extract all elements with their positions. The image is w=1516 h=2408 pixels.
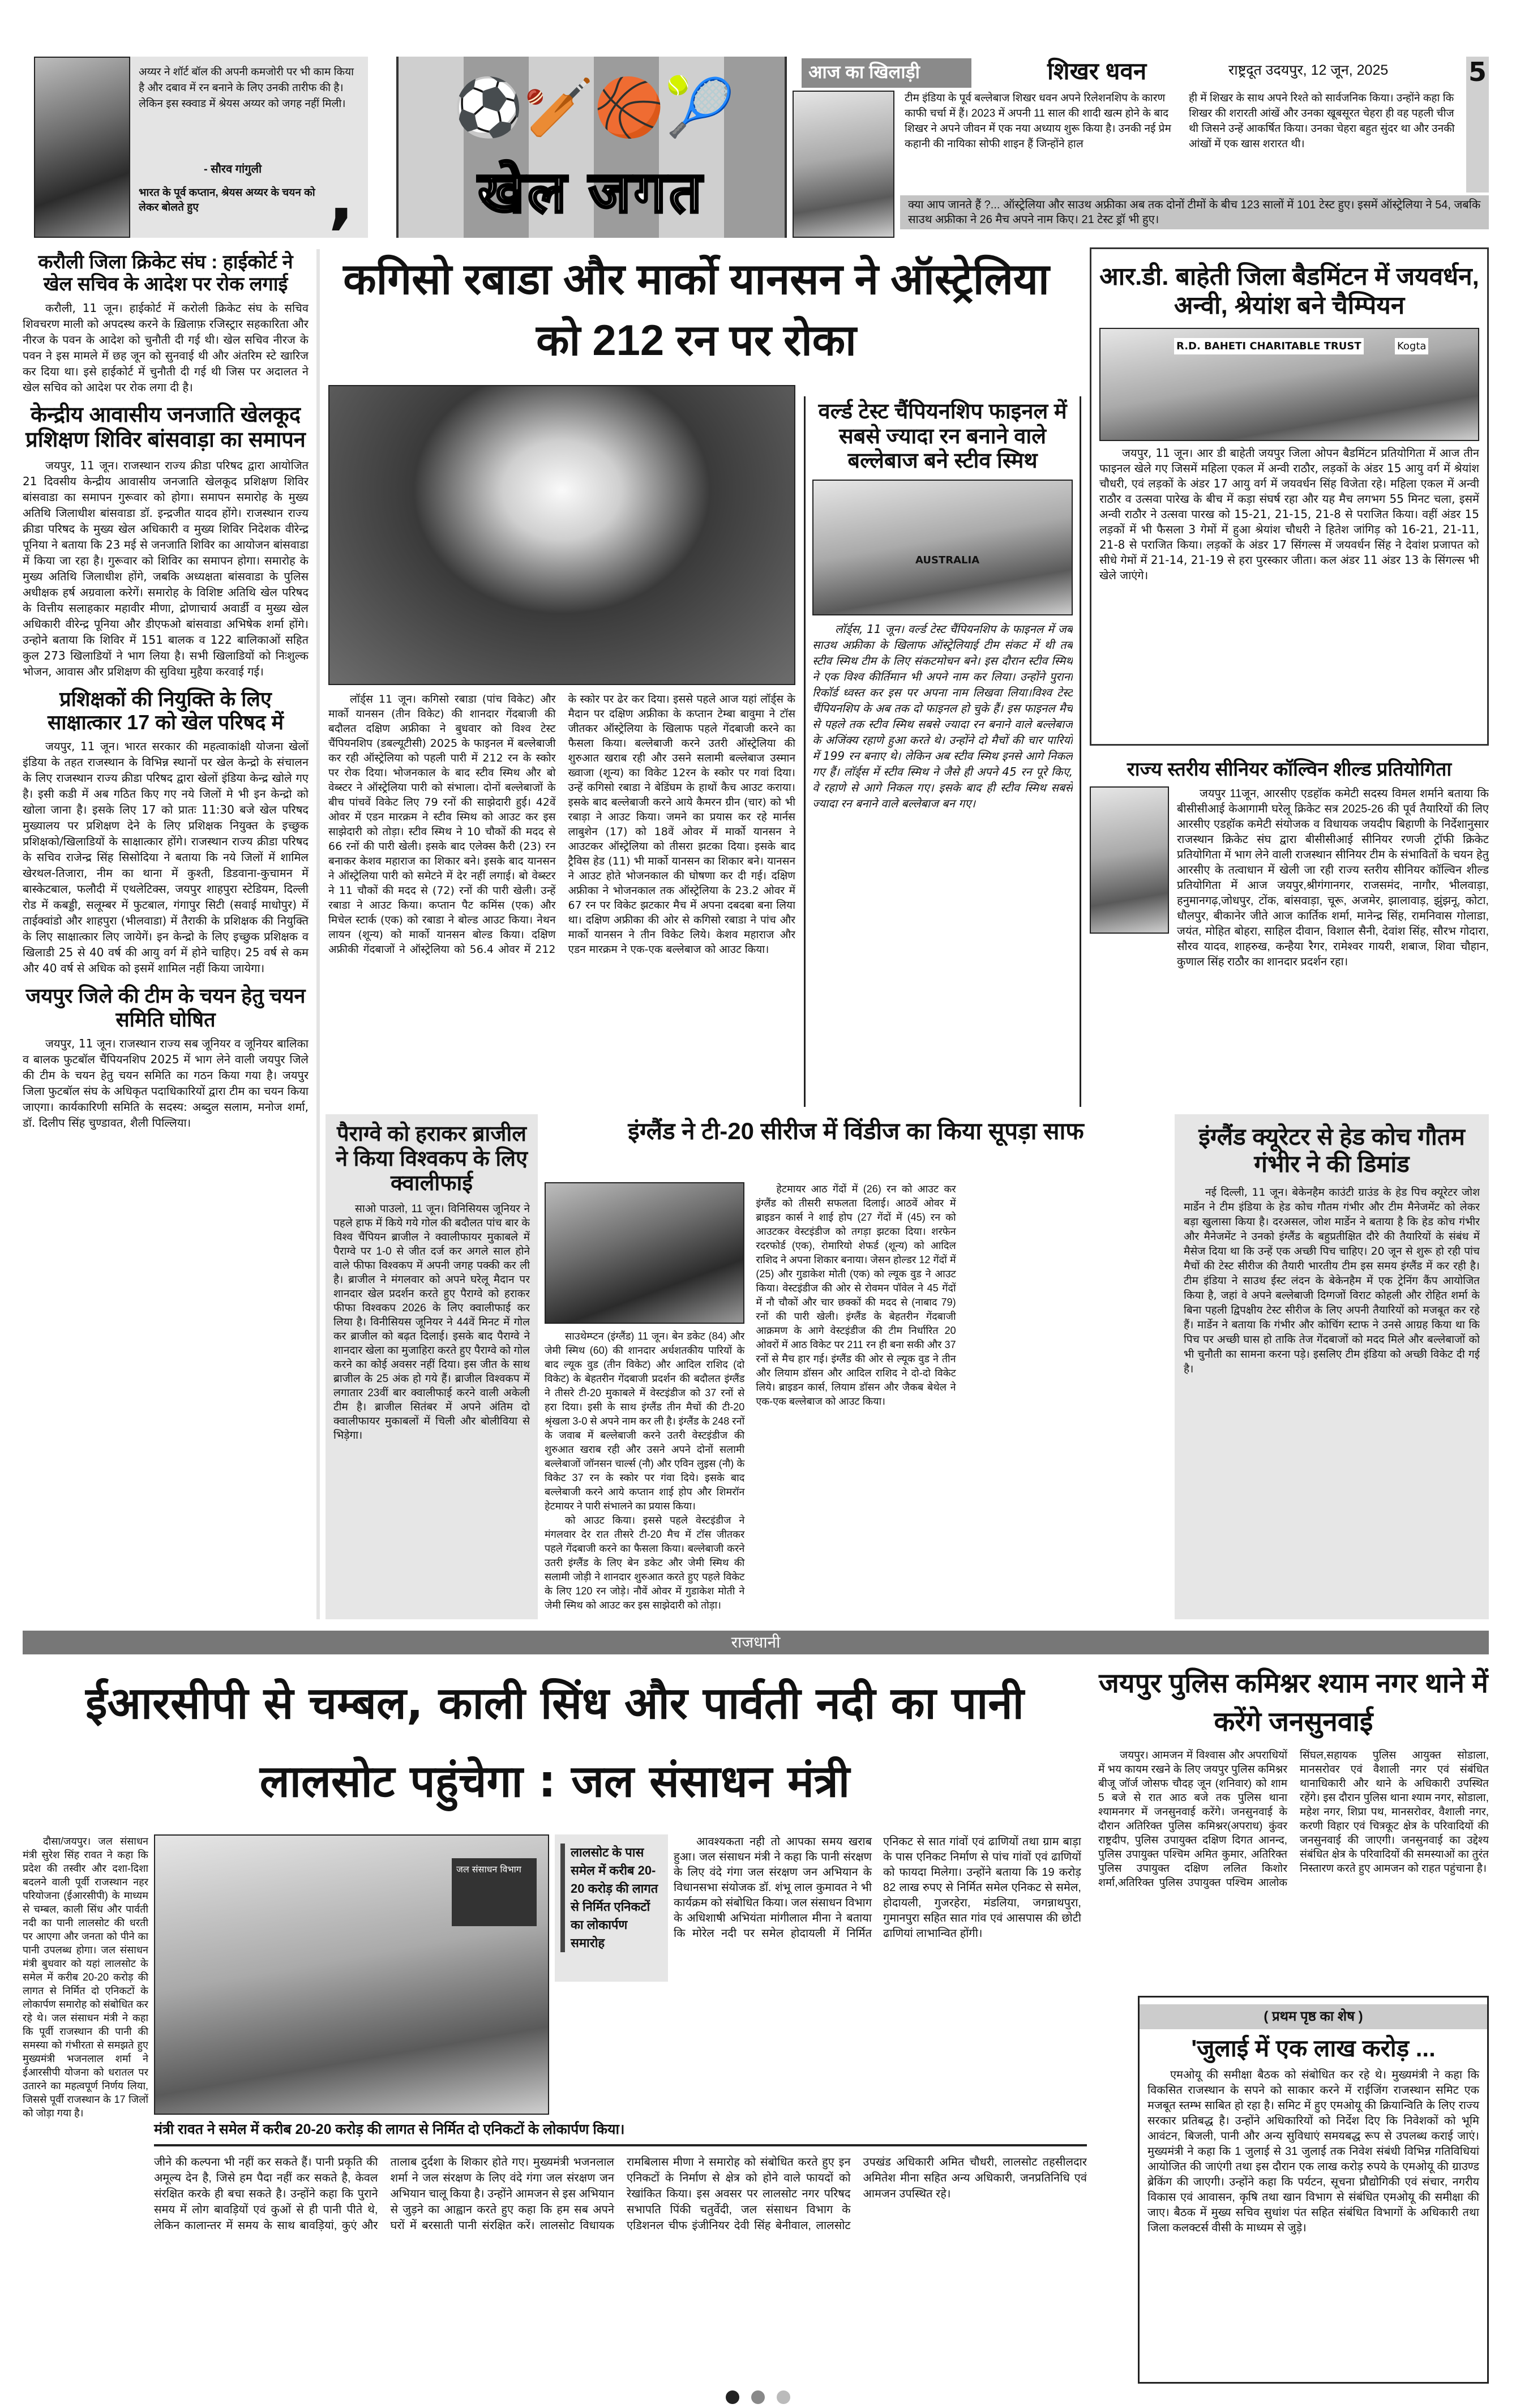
rabada-photo: [328, 385, 795, 685]
article-body: साउथेम्प्टन (इंग्लैंड) 11 जून। बेन डकेट (84) और जेमी स्मिथ (60) की शानदार अर्धशतकीय पारियों के बाद ल्यूक वुड (तीन विकेट) और आदिल राशिद (दो विकेट) के बेहतरीन गेंदबाजी प्रदर्शन की बदौलत इंग्लैंड ने तीसरे टी-20 मुकाबले में वेस्टइंडीज को 37 रनों से हरा दिया। इसी के साथ इंग्लैंड तीन मैचों की टी-20 श्रृंखला 3-0 से अपने नाम कर ली है। इंग्लैंड के 248 रनों के जवाब में बल्लेबाजी करने उतरी वेस्टइंडीज की शुरुआत खराब रही और उसने अपने दोनों सलामी बल्लेबाजों जॉनसन चार्ल्स (नौ) और एविन लुइस (नौ) के विकेट 37 रन के स्कोर पर गंवा दिये। इसके बाद बल्लेबाजी करने आये कप्तान शाई होप और शिमरॉन हेटमायर ने पारी संभालने का प्रयास किया।: [545, 1331, 745, 1512]
article-body: जयपुर। आमजन में विश्वास और अपराधियों में भय कायम रखने के लिए जयपुर पुलिस कमिश्नर बीजू जॉर्ज जोसफ चौदह जून (शनिवार) को शाम 5 बजे से रात आठ बजे तक पुलिस थाना श्यामनगर में जनसुनवाई करेंगे। जनसुनवाई के दौरान अतिरिक्त पुलिस कमिश्नर(अपराध) कुंवर राष्ट्रदीप, पुलिस उपायुक्त दक्षिण दिगत आनन्द, पुलिस उपायुक्त पश्चिम अमित कुमार, अतिरिक्त पुलिस उपायुक्त दक्षिण ललित किशोर शर्मा,अतिरिक्त पुलिस उपायुक्त पश्चिम आलोक सिंघल,सहायक पुलिस आयुक्त सोडाला, मानसरोवर एवं वैशाली नगर एवं संबंधित थानाधिकारी और थाने के अधिकारी उपस्थित रहेंगे। इस दौरान पुलिस थाना श्याम नगर, सोडाला, महेश नगर, शिप्रा पथ, मानसरोवर, वैशाली नगर, करणी विहार एवं चित्रकूट क्षेत्र के परिवादियों की जनसुनवाई की जाएगी। जनसुनवाई का उद्देश्य संबंधित क्षेत्र के परिवादियों की समस्याओं का तुरंत निस्तारण करते हुए आमजन को राहत पहुंचाना है।: [1098, 1750, 1489, 1889]
player-text-1: टीम इंडिया के पूर्व बल्लेबाज शिखर धवन अपने रिलेशनशिप के कारण काफी चर्चा में हैं। 2023 में अपनी 11 साल की शादी खत्म होने के बाद शिखर ने अपने जीवन में एक नया अध्याय शुरू किया है। उनकी नई प्रेम कहानी की नायिका सोफी शाइन हैं जिन्होंने हाल: [905, 92, 1171, 150]
article-headline: जयपुर पुलिस कमिश्नर श्याम नगर थाने में करेंगे जनसुनवाई: [1099, 1669, 1488, 1737]
article-body: करौली, 11 जून। हाईकोर्ट में करोली क्रिकेट संघ के सचिव शिवचरण माली को अपदस्थ करने के ख़िलाफ़ रजिस्ट्रार सहकारिता और नीरज के पवन के आदेश को चुनौती दी गई थी। खेल सचिव नीरज के पवन ने इस मामले में छह जून को सुनवाई थी और अंतरिम स्टे खारिज कर दिया था। इसे हाईकोर्ट में चुनौती दी गई थी जिस पर अदालत ने खेल सचिव को आदेश पर रोक लगा दी है।: [23, 301, 309, 395]
article-headline: इंग्लैंड क्यूरेटर से हेड कोच गौतम गंभीर ने की डिमांड: [1198, 1123, 1465, 1178]
did-you-know-box: क्या आप जानते हैं ?... ऑस्ट्रेलिया और साउथ अफ्रीका अब तक दोनों टीमों के बीच 123 सालों में 101 टेस्ट हुए। इसमें ऑस्ट्रेलिया ने 54, जबकि साउथ अफ्रीका ने 26 मैच अपने नाम किए। 21 टेस्ट ड्रॉ भी हुए।: [900, 195, 1489, 229]
player-text-2: ही में शिखर के साथ अपने रिश्ते को सार्वजनिक किया। उन्होंने कहा कि शिखर की शरारती आंखें और उनका खूबसूरत चेहरा ही वह पहली चीज थी जिसने उन्हें आकर्षित किया। उनका चेहरा बहुत सुंदर था और उनकी आंखों में एक खास शरारत थी।: [1189, 92, 1455, 150]
england-story: [545, 1114, 1167, 1619]
section-bar: राजधानी: [23, 1631, 1489, 1654]
smith-story: [804, 396, 1081, 1107]
section-logo-panel: [396, 57, 787, 238]
ercp-headline: ईआरसीपी से चम्बल, काली सिंध और पार्वती नदी का पानी लालसोट पहुंचेगा : जल संसाधन मंत्री: [85, 1678, 1024, 1807]
ercp-bottom-text: जीने की कल्पना भी नहीं कर सकते हैं। पानी प्रकृति की अमूल्य देन है, जिसे हम पैदा नहीं कर सकते है, केवल संरक्षित करके ही बचा सकते है। उन्होंने कहा कि पुराने समय में लोग बावड़ियों एवं कुओं से ही पानी पीते थे, लेकिन कालान्तर में समय के साथ बावड़ियां, कुएं और तालाब दुर्दशा के शिकार होते गए। मुख्यमंत्री भजनलाल शर्मा ने जल संरक्षण के लिए वंदे गंगा जल संरक्षण जन अभियान चालू किया है। उन्होंने आमजन से इस अभियान से जुड़ने का आह्वान करते हुए कहा कि हम सब अपने घरों में बरसाती पानी संरक्षित करें। लालसोट विधायक रामबिलास मीणा ने समारोह को संबोधित करते हुए इन एनिकटों के निर्माण से क्षेत्र को होने वाले फायदों को रेखांकित किया। इस अवसर पर लालसोट नगर परिषद सभापति पिंकी चतुर्वेदी, जल संसाधन विभाग के एडिशनल चीफ इंजीनियर देवी सिंह बेनीवाल, लालसोट उपखंड अधिकारी अमित चौधरी, लालसोट तहसीलदार अमितेश मीना सहित अन्य अधिकारी, जनप्रतिनिधि एवं आमजन उपस्थित रहे।: [154, 2156, 1087, 2232]
sponsor-text: Kogta: [1395, 338, 1428, 354]
article-headline: इंग्लैंड ने टी-20 सीरीज में विंडीज का किया सूपड़ा साफ: [628, 1118, 1084, 1144]
banner-text: R.D. BAHETI CHARITABLE TRUST: [1174, 338, 1364, 354]
article-body: जयपुर 11जून, आरसीए एडहॉक कमेटी सदस्य विमल शर्माने बताया कि बीसीसीआई केआगामी घरेलू क्रिकेट सत्र 2025-26 की पूर्व तैयारियों की लिए आरसीए एडहॉक कमेटी संयोजक व विधायक जयदीप बिहाणी के निर्देशानुसार राजस्थान क्रिकेट संघ द्वारा बीसीसीआई सीनियर रणजी ट्रॉफी क्रिकेट प्रतियोगिता में भाग लेने वाली राजस्थान सीनियर टीम के संभावितों के चयन हेतु आरसीए के तत्वाधान में खेली जा रही राज्य स्तरीय सीनियर कॉल्विन शील्ड प्रतियोगिता में आज जयपुर,श्रीगंगानगर, राजसमंद, नागौर, भीलवाड़ा, हनुमानगढ़,जोधपुर, टोंक, बांसवाड़ा, चूरू, अजमेर, झालावाड़, झुंझनू, कोटा, धौलपुर, बीकानेर जीते आज कार्तिक शर्मा, मानेन्द्र सिंह, रामनिवास गोलाडा, जयंत, मोहित बोहरा, साहिल दीवान, विशाल सैनी, देवांश सिंह, सौरभ गोदारा, सौरव यादव, शाहरुख, कन्हैया रैगर, रामेश्वर गायरी, शबाज, शिवा चौहान, कुणाल सिंह राठौर का शानदार प्रदर्शन रहा।: [1177, 788, 1489, 969]
left-column: [23, 249, 320, 1619]
article-headline: जयपुर जिले की टीम के चयन हेतु चयन समिति घोषित: [25, 984, 306, 1031]
ercp-right-text: आवश्यकता नही तो आपका समय खराब हुआ। जल संसाधन मंत्री ने कहा कि पानी संरक्षण के लिए वंदे गंगा जल संरक्षण जन अभियान के विधानसभा संयोजक डॉ. शंभू लाल कुमावत ने भी कार्यक्रम को संबोधित किया। जल संसाधन विभाग के अधिशाषी अभियंता मांगीलाल मीना ने बताया कि मोरेल नदी पर समेल होदायली में निर्मित एनिकट से सात गांवों एवं ढाणियों तथा ग्राम बाड़ा के पास एनिकट निर्माण से पांच गांवों एवं ढाणियों को फायदा मिलेगा। उन्होंने बताया कि 19 करोड़ 82 लाख रुपए से निर्मित समेल एनिकट से समेल, होदायली, गुजरहेरा, मंडलिया, जगन्नाथपुरा, गुमानपुरा सहित सात गांव एवं आसपास की छोटी ढाणियां लाभान्वित होंगी।: [674, 1836, 1081, 1940]
badminton-story: [1090, 247, 1489, 746]
aaj-ka-khiladi-badge: आज का खिलाड़ी: [802, 58, 971, 88]
article-body: जयपुर, 11 जून। राजस्थान राज्य सब जूनियर व जूनियर बालिका व बालक फुटबॉल चैंपियनशिप 2025 में भाग लेने वाली जयपुर जिले की टीम के चयन हेतु चयन समिति का गठन किया गया है। जयपुर जिला फुटबॉल संघ के अधिकृत पदाधिकारियों द्वारा टीम का चयन किया जाएगा। कार्यकारिणी समिति के सदस्य: अब्दुल सलाम, मनोज शर्मा, डॉ. दिलीप सिंह चुण्डावत, शैली पिल्लिया।: [23, 1037, 309, 1130]
quote-text: अय्यर ने शॉर्ट बॉल की अपनी कमजोरी पर भी काम किया है और दबाव में रन बनाने के लिए उनकी तारीफ की है। लेकिन इस स्क्वाड में श्रेयस अय्यर को जगह नहीं मिली।: [139, 66, 354, 110]
continued-box: [1138, 1996, 1489, 2384]
quote-context: भारत के पूर्व कप्तान, श्रेयस अय्यर के चयन को लेकर बोलते हुए: [139, 187, 315, 213]
colvin-story: [1090, 753, 1489, 1107]
article-headline: राज्य स्तरीय सीनियर कॉल्विन शील्ड प्रतियोगिता: [1127, 759, 1452, 780]
main-story-body: लॉर्ड्स 11 जून। कगिसो रबाडा (पांच विकेट) और मार्को यानसन (तीन विकेट) की शानदार गेंदबाजी की बदौलत दक्षिण अफ्रीका ने बुधवार को विश्व टेस्ट चैंपियनशिप (डबल्यूटीसी) 2025 के फाइनल में बल्लेबाजी कर रही ऑस्ट्रेलिया को पहली पारी में 212 रन के स्कोर पर रोक दिया। भोजनकाल के बाद स्टीव स्मिथ और बो वेब्स्टर ने ऑस्ट्रेलिया पारी को संभाला। दोनों बल्लेबाजों के बीच पांचवें विकेट लिए 79 रनों की साझेदारी हुई। 42वें ओवर में एडन मारक्रम ने स्टीव स्मिथ को आउट कर इस साझेदारी को तोड़ा। स्टीव स्मिथ ने 10 चौकों की मदद से 66 रनों की पारी खेली। इसके बाद एलेक्स कैरी (23) रन बनाकर केशव महाराज का शिकार बने। इसके बाद यानसन ने ऑस्ट्रेलिया पारी को समेटने में देर नहीं लगाई। बो वेब्स्टर ने 11 चौकों की मदद से (72) रनों की पारी खेली। उन्हें रबाडा ने आउट किया। कप्तान पैट कमिंस (एक) और मिचेल स्टार्क (एक) को रबाडा ने बोल्ड आउट किया। नेथन लायन (शून्य) को मार्को यानसन बोल्ड किया। दक्षिण अफ्रीकी गेंदबाजों ने ऑस्ट्रेलिया को 56.4 ओवर में 212 के स्कोर पर ढेर कर दिया। इससे पहले आज यहां लॉर्ड्स के मैदान पर दक्षिण अफ्रीका के कप्तान टेम्बा बावुमा ने टॉस जीतकर ऑस्ट्रेलिया के खिलाफ पहले गेंदबाजी करने का फैसला किया। बल्लेबाजी करने उतरी ऑस्ट्रेलिया की शुरुआत खराब रही और उसने सलामी बल्लेबाज उस्मान ख्वाजा (शून्य) का विकेट 12रन के स्कोर पर गवां दिया। उन्हें कगिसो रबाडा ने बेडिंघम के हाथों कैच आउट कराया। इसके बाद बल्लेबाजी करने आये कैमरन ग्रीन (चार) को भी रबाड़ा ने आउट किया। जमने का प्रयास कर रहे मार्नस लाबुशेन (17) को 18वें ओवर में मार्को यानसन ने आउटकर ऑस्ट्रेलिया को तीसरा झटका दिया। इसके बाद ट्रैविस हेड (11) भी मार्को यानसन का शिकार बने। यानसन ने आउट होते भोजनकाल की घोषणा कर दी गई। दक्षिण अफ्रीका ने भोजनकाल तक ऑस्ट्रेलिया के 23.2 ओवर में 67 रन पर विकेट झटकार मैच में अपना दबदबा बना लिया था। दक्षिण अफ्रीका की ओर से कगिसो रबाडा ने पांच और मार्को यानसन ने तीन विकेट लिये। केशव महाराज और एडन मारक्रम ने एक-एक बल्लेबाज को आउट किया।: [328, 693, 795, 956]
print-mark-icon: [751, 2390, 765, 2404]
article-headline: 'जुलाई में एक लाख करोड़ ...: [1191, 2035, 1436, 2061]
continued-label: ( प्रथम पृष्ठ का शेष ): [1140, 2004, 1487, 2029]
print-mark-icon: [726, 2390, 739, 2404]
article-headline: प्रशिक्षकों की नियुक्ति के लिए साक्षात्कार 17 को खेल परिषद में: [47, 687, 284, 734]
article-headline: केन्द्रीय आवासीय जनजाति खेलकूद प्रशिक्षण शिविर बांसवाड़ा का समापन: [25, 403, 306, 452]
registration-marks: [0, 2390, 1516, 2408]
photo-board-text: जल संसाधन विभाग: [452, 1858, 537, 1926]
jersey-text: AUSTRALIA: [915, 554, 980, 567]
article-body: लॉर्ड्स, 11 जून। वर्ल्ड टेस्ट चैंपियनशिप के फाइनल में जब साउथ अफ्रीका के खिलाफ ऑस्ट्रेलियाई टीम संकट में थी तब स्टीव स्मिथ टीम के लिए संकटमोचन बने। इस दौरान स्टीव स्मिथ ने एक विश्व कीर्तिमान भी अपने नाम कर लिया। उन्होंने पुराना रिकॉर्ड ध्वस्त कर इस पर अपना नाम लिखवा लिया।विश्व टेस्ट चैंपियनशिप के अब तक दो फाइनल हो चुके हैं। इस फाइनल मैच से पहले तक स्टीव स्मिथ सबसे ज्यादा रन बनाने वाले बल्लेबाज के अजिंक्य रहाणे हुआ करते थे। उन्होंने दो मैचों की चार पारियों में 199 रन बनाए थे। लेकिन अब स्टीव स्मिथ इनसे आगे निकल गए हैं। लॉर्ड्स में स्टीव स्मिथ ने जैसे ही अपने 45 रन पूरे किए, वे रहाणे से आगे निकल गए। इसके बाद ही स्टीव स्मिथ सबसे ज्यादा रन बनाने वाले बल्लेबाज बन गए।: [812, 622, 1073, 811]
inauguration-photo: [154, 1834, 549, 2115]
ercp-lead: दौसा/जयपुर। जल संसाधन मंत्री सुरेश सिंह रावत ने कहा कि प्रदेश की तस्वीर और दशा-दिशा बदलने वाली पूर्वी राजस्थान नहर परियोजना (ईआरसीपी) के माध्यम से चम्बल, काली सिंध और पार्वती नदी का पानी लालसोट की धरती पर आएगा और जनता को पीने का पानी उपलब्ध होगा। जल संसाधन मंत्री बुधवार को यहां लालसोट के समेल में करीब 20-20 करोड़ की लागत से निर्मित दो एनिकटों के लोकार्पण समारोह को संबोधित कर रहे थे। जल संसाधन मंत्री ने कहा कि पूर्वी राजस्थान की पानी की समस्या को गंभीरता से समझते हुए मुख्यमंत्री भजनलाल शर्मा ने ईआरसीपी योजना को धरातल पर उतारने का महत्वपूर्ण निर्णय लिया, जिससे पूर्वी राजस्थान के 17 जिलों को जोड़ा गया है।: [23, 1836, 148, 2119]
article-body: नई दिल्ली, 11 जून। बेकेनहैम काउंटी ग्राउंड के हेड पिच क्यूरेटर जोश मार्डेन ने टीम इंडिया के हेड कोच गौतम गंभीर और टीम मैनेजमेंट को लेकर बड़ा खुलासा किया है। दरअसल, जोश मार्डेन ने बताया है कि हेड कोच गंभीर और मैनेजमेंट ने उनको इंग्लैंड के बहुप्रतीक्षित दौरे की तैयारियों के संबंध में मैसेज दिया था कि उन्हें एक अच्छी पिच चाहिए। 20 जून से शुरू हो रही पांच मैचों की टेस्ट सीरीज की तैयारी भारतीय टीम इस समय इंग्लैंड में कर रही है।टीम इंडिया ने साउथ ईस्ट लंदन के बेकेनहैम में एक ट्रेनिंग कैंप आयोजित किया है, जहां वे अपने बल्लेबाजी दिग्गजों विराट कोहली और रोहित शर्मा के बिना पहली द्विपक्षीय टेस्ट सीरीज के लिए अपनी तैयारियों को मजबूत कर रहे हैं। मार्डेन ने बताया कि गंभीर और कोचिंग स्टाफ ने उनसे आग्रह किया था कि पिच पर अच्छी घास हो ताकि तेज गेंदबाजों को मदद मिले और बल्लेबाजों को भी चुनौती का सामना करना पड़े। इसलिए टीम इंडिया को अच्छी विकेट दी गई है।: [1184, 1186, 1480, 1375]
police-story: [1098, 1665, 1489, 1990]
section-logo: खेल जगत: [478, 161, 705, 224]
article-body: जयपुर, 11 जून। भारत सरकार की महत्वाकांक्षी योजना खेलों इंडिया के तहत राजस्थान के विभिन्न स्थानों पर खेल केन्द्रो के संचालन के लिए राजस्थान राज्य क्रीडा परिषद द्वारा खेलों इंडिया केन्द्र खोले गए है। इसी कडी में अब गठित किए गए नये जिलों मे भी इन केन्द्रो को खोला जाना है। इसके लिए 17 को प्रातः 11:30 बजे खेल परिषद मुख्यालय पर प्रशिक्षण देने के लिए प्रशिक्षक नियुक्त के इच्छुक प्रशिक्षको/खिलाडियों के साक्षात्कार होंगे। राजस्थान राज्य क्रीडा परिषद के सचिव राजेन्द्र सिंह सिसोदिया ने बताया कि नये जिलों में शामिल खेरथल-तिजारा, नीम का थाना में कुश्ती, डिडवाना-कुचामन में बास्केटबाल, फलौदी में एथलेटिक्स, जयपुर शाहपुरा स्टेडियम, दिल्ली रोड में कबड्डी, सलूम्बर में फुटबाल, गंगापुर सिटी (सवाई माधोपुर) में ताईक्वांडो और शाहपुरा (भीलवाडा) में तैराकी के प्रशिक्षक की नियुक्ति के लिए साक्षात्कार लिए जायेगें। इन केन्द्रो के लिए इच्छुक प्रशिक्षक व खिलाडी 25 से 40 वर्ष की आयु वर्ग में होने चाहिए। 25 वर्ष से कम और 40 वर्ष से अधिक को इसमें शामिल नहीं किया जायेगा।: [23, 739, 309, 976]
player-photo: [1090, 786, 1169, 934]
quote-mark-icon: ,: [328, 159, 354, 237]
main-headline: कगिसो रबाडा और मार्को यानसन ने ऑस्ट्रेलिया को 212 रन पर रोका: [343, 255, 1050, 365]
article-body: जयपुर, 11 जून। राजस्थान राज्य क्रीडा परिषद द्वारा आयोजित 21 दिवसीय केन्द्रीय आवासीय जनजाति खेलकूद प्रशिक्षण शिविर बांसवाडा का समापन गुरूवार को होगा। समापन समारोह के मुख्य अतिथि जिलाधीश बांसवाडा डॉ. इन्द्रजीत यादव होंगे। राजस्थान राज्य क्रीडा परिषद के मुख्य खेल अधिकारी व मुख्य शिविर निदेशक वीरेन्द्र पूनिया ने बताया कि 23 मई से जनजाति शिविर का आयोजन बांसवाडा में किया जा रहा है। गुरूवार को शिविर का समापन होगा। समारोह के मुख्य अतिथि जिलाधीश होंगे, जबकि अध्यक्षता बांसवाडा के पुलिस अधीक्षक हर्ष अग्रवाला करेगें। समारोह के विशिष्ट अतिथि खेल परिषद के वित्तीय सलाहकार महावीर मीणा, द्रोणाचार्य अवार्डी व मुख्य खेल अधिकारी वीरेन्द्र पूनिया और डीएफओ बांसवाडा अभिषेक शर्मा होंगे। उन्होने बताया कि शिविर में 151 बालक व 122 बालिकाओं सहित कुल 273 खिलाडियों ने भाग लिया है। सभी खिलाडियों को निःशुल्क भोजन, आवास और प्रशिक्षण की सुविधा मुहैया करवाई गई।: [23, 458, 309, 678]
highlight-text: लालसोट के पास समेल में करीब 20-20 करोड़ की लागत से निर्मित एनिकटों का लोकार्पण समारोह: [560, 1844, 662, 1952]
article-body: जयपुर, 11 जून। आर डी बाहेती जयपुर जिला ओपन बैडमिंटन प्रतियोगिता में आज तीन फाइनल खेले गए जिसमें महिला एकल में अन्वी राठौर, लड़कों के अंडर 15 आयु वर्ग में श्रेयांश चौधरी, एवं लड़कों के अंडर 17 आयु वर्ग में जयवर्धन सिंह विजेता रहे। महिला एकल में अन्वी राठौर व उत्सवा पारेख के बीच में कड़ा संघर्ष रहा और यह मैच लगभग 55 मिनट चला, इसमें अन्वी राठौर ने उत्सवा पारख को 15-21, 21-15, 21-8 से पराजित किया। वहीं अंडर 15 लड़कों में भी फैसला 3 गेमों में हुआ श्रेयांश चौधरी ने हितेश जांगिड़ को 16-21, 21-11, 21-8 से पराजित किया। लड़कों के अंडर 17 सिंगल्स में जयवर्धन सिंह ने देवांश प्रजापत को सीधे गेमों में 21-14, 21-19 से हरा पुरस्कार जीता। कल अंडर 11 अंडर 13 के सिंगल्स भी खेले जाएंगे।: [1099, 446, 1479, 583]
article-body: साओ पाउलो, 11 जून। विनिसियस जूनियर ने पहले हाफ में किये गये गोल की बदौलत पांच बार के विश्व चैंपियन ब्राजील ने क्वालीफायर मुकाबले में पैराग्वे पर 1-0 से जीत दर्ज कर अगले साल होने वाले फीफा विश्वकप में अपनी जगह पक्की कर ली है। ब्राजील ने मंगलवार को अपने घरेलू मैदान पर शानदार खेल प्रदर्शन करते हुए पैराग्वे को हराकर फीफा विश्वकप 2026 के लिए क्वालीफाई कर लिया है। विनीसियस जूनियर ने 44वें मिनट में गोल कर ब्राजील को बढ़त दिलाई। इसके बाद पैराग्वे ने शानदार खेला का मुजाहिरा करते हुए पैराग्वे को गोल करने का कोई अवसर नहीं दिया। इस जीत के साथ ब्राजील के 25 अंक हो गये हैं। ब्राजील विश्वकप में लगातार 23वीं बार क्वालीफाई करने वाली अकेली टीम है। ब्राजील सितंबर में अपने अंतिम दो क्वालीफायर मुकाबलों में चिली और बोलीविया से भिड़ेगा।: [333, 1203, 530, 1442]
steve-smith-photo: [812, 480, 1073, 615]
gambhir-story: [1175, 1114, 1489, 1619]
cricket-match-photo: [545, 1182, 744, 1324]
quote-panel: [34, 57, 368, 238]
england-columns: [545, 1182, 1167, 1618]
sourav-ganguly-photo: [34, 57, 130, 238]
print-mark-icon: [777, 2390, 790, 2404]
article-body: एमओयू की समीक्षा बैठक को संबोधित कर रहे थे। मुख्यमंत्री ने कहा कि विकसित राजस्थान के सपने को साकार करने में राईजिंग राजस्थान समिट एक मजबूत स्तम्भ साबित हो रहा है। समिट में हुए एमओयू की क्रियान्विति के लिए राज्य सरकार प्रतिबद्ध है। उन्होंने अधिकारियों को निर्देश दिए कि निवेशकों को भूमि आवंटन, बिजली, पानी और अन्य सुविधाएं समयबद्ध रूप से उपलब्ध कराई जाएं। मुख्यमंत्री ने कहा कि 1 जुलाई से 31 जुलाई तक निवेश संबंधी विभिन्न गतिविधियां आयोजित की जाएंगी तथा इस दौरान एक लाख करोड़ रुपये के एमओयू की ग्राउण्ड ब्रेकिंग की जाएगी। उन्होंने कहा कि पर्यटन, सूचना प्रौद्योगिकी एवं संचार, नगरीय विकास एवं आवासन, कृषि तथा खान विभाग से संबंधित एमओयू की समीक्षा की जाए। बैठक में मुख्य सचिव सुधांश पंत सहित संबंधित विभागों के अधिकारी तथा जिला कलक्टर्स वीसी के माध्यम से जुड़े।: [1147, 2069, 1479, 2235]
brazil-story: [326, 1114, 538, 1619]
article-headline: वर्ल्ड टेस्ट चैंपियनशिप फाइनल में सबसे ज्यादा रन बनाने वाले बल्लेबाज बने स्टीव स्मिथ: [818, 400, 1067, 473]
photo-caption: मंत्री रावत ने समेल में करीब 20-20 करोड़ की लागत से निर्मित दो एनिकटों के लोकार्पण किया।: [154, 2120, 1087, 2146]
shikhar-dhawan-photo: [793, 91, 894, 238]
player-name: शिखर धवन: [1047, 58, 1147, 84]
article-headline: पैराग्वे को हराकर ब्राजील ने किया विश्वकप के लिए क्वालीफाई: [335, 1122, 528, 1196]
highlight-box: [555, 1834, 668, 1982]
badminton-winners-photo: [1099, 328, 1479, 441]
sports-balls-icon: ⚽🏏🏀🎾: [452, 74, 735, 140]
dateline: राष्ट्रदूत उदयपुर, 12 जून, 2025: [1228, 62, 1389, 78]
quote-author: - सौरव गांगुली: [204, 163, 262, 176]
page-number: 5: [1466, 57, 1489, 193]
article-headline: करौली जिला क्रिकेट संघ : हाईकोर्ट ने खेल सचिव के आदेश पर रोक लगाई: [38, 251, 293, 296]
article-body: हेटमायर आठ गेंदों में (26) रन को आउट कर इंग्लैंड को तीसरी सफलता दिलाई। आठवें ओवर में ब्राइडन कार्स ने शाई होप (27 गेंदों में (45) रन को आउटकर वेस्टइंडीज को तगड़ा झटका दिया। शरफेन रदरफोर्ड (एक), रोमारियो शेफर्ड (शून्य) को आदिल राशिद ने अपना शिकार बनाया। जेसन होल्डर 12 गेंदों में (25) और गुडाकेश मोती (एक) को ल्यूक वुड ने आउट किया। वेस्टइंडीज की ओर से रोवमन पॉवेल ने 45 गेंदों में नौ चौकों और चार छक्कों की मदद से (नाबाद 79) रनों की पारी खेली। इंग्लैंड के बेहतरीन गेंदबाजी आक्रमण के आगे वेस्टइंडीज की टीम निर्धारित 20 ओवरों में आठ विकेट पर 211 रन ही बना सकी और 37 रनों से मैच हार गई। इंग्लैंड की ओर से ल्यूक वुड ने तीन और लियाम डॉसन और आदिल राशिद ने दो-दो विकेट लिये। ब्राइडन कार्स, लियाम डॉसन और जैकब बेथेल ने एक-एक बल्लेबाज को आउट किया।: [756, 1183, 956, 1407]
article-body: को आउट किया। इससे पहले वेस्टइंडीज ने मंगलवार देर रात तीसरे टी-20 मैच में टॉस जीतकर पहले गेंदबाजी करने का फैसला किया। बल्लेबाजी करने उतरी इंग्लैंड के लिए बेन डकेट और जेमी स्मिथ की सलामी जोड़ी ने शानदार शुरुआत करते हुए पहले विकेट के लिए 120 रन जोड़े। नौवें ओवर में गुडाकेश मोती ने जेमी स्मिथ को आउट कर इस साझेदारी को तोड़ा।: [545, 1515, 745, 1611]
article-headline: आर.डी. बाहेती जिला बैडमिंटन में जयवर्धन, अन्वी, श्रेयांश बने चैम्पियन: [1099, 263, 1479, 319]
